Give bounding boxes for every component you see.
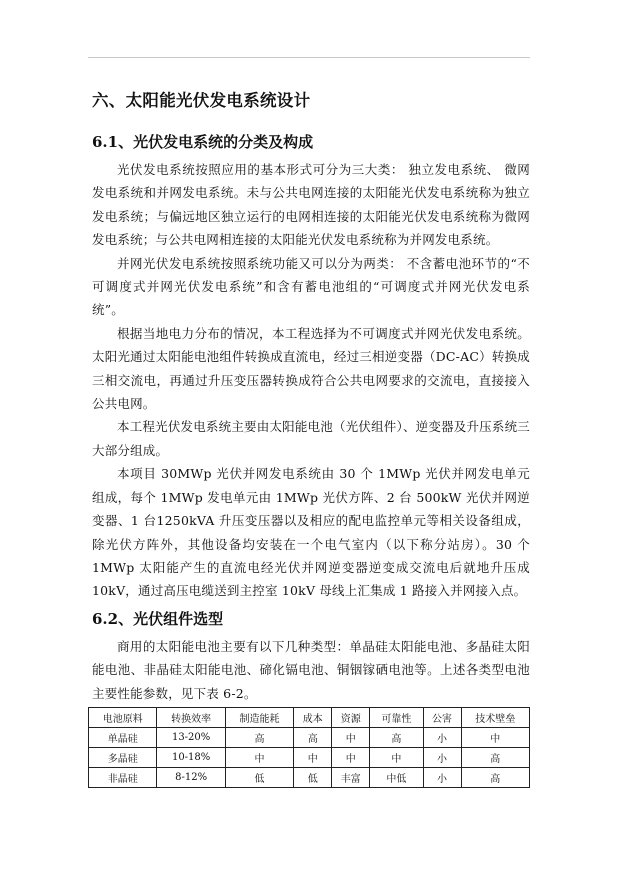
table-cell: 10-18% [157,747,225,767]
table-cell: 中 [332,727,370,747]
table-cell: 小 [423,747,461,767]
document-body [92,88,530,788]
table-cell: 高 [294,727,332,747]
table-cell: 中 [225,747,293,767]
table-cell: 中 [332,747,370,767]
table-cell: 13-20% [157,727,225,747]
table-cell: 高 [461,747,529,767]
table-header-cell: 成本 [294,707,332,727]
paragraph-project-scale: 本项目 30MWp 光伏并网发电系统由 30 个 1MWp 光伏并网发电单元组成，每个 1MWp 发电单元由 1MWp 光伏方阵、2 台 500kW 光伏并网逆变器、1 台1250kVA 升压变压器以及相应的配电监控单元等相关设备组成，除光伏方阵外，其他设备均安装在一个电气室内（以下称分站房）。30 个 1MWp 太阳能产生的直流电经光伏并网逆变器逆变成交流电后就地升压成 10kV，通过高压电缆送到主控室 10kV 母线上汇集成 1 路接入并网接入点。 [92,466,530,599]
table-cell: 低 [294,767,332,787]
header-rule [88,57,530,58]
paragraph-grid-types: 并网光伏发电系统按照系统功能又可以分为两类： 不含蓄电池环节的“不可调度式并网光伏发电系统”和含有蓄电池组的“可调度式并网光伏发电系统”。 [92,255,530,318]
table-cell: 高 [370,727,423,747]
table-header-cell: 资源 [332,707,370,727]
table-cell: 高 [461,767,529,787]
table-header-cell: 电池原料 [89,707,157,727]
table-cell: 小 [423,727,461,747]
table-cell: 单晶硅 [89,727,157,747]
table-cell: 高 [225,727,293,747]
table-cell: 多晶硅 [89,747,157,767]
table-cell: 中低 [370,767,423,787]
table-cell: 非晶硅 [89,767,157,787]
table-row [89,767,530,787]
paragraph-system-composition: 本工程光伏发电系统主要由太阳能电池（光伏组件）、逆变器及升压系统三大部分组成。 [92,419,530,458]
table-cell: 低 [225,767,293,787]
chapter-title: 六、太阳能光伏发电系统设计 [92,91,311,110]
table-cell: 小 [423,767,461,787]
table-header-cell: 公害 [423,707,461,727]
section-6-1-title: 6.1、光伏发电系统的分类及构成 [92,133,314,151]
paragraph-system-types: 光伏发电系统按照应用的基本形式可分为三大类： 独立发电系统、 微网发电系统和并网发电系统。未与公共电网连接的太阳能光伏发电系统称为独立发电系统；与偏远地区独立运行的电网相连接的太阳能光伏发电系统称为微网发电系统；与公共电网相连接的太阳能光伏发电系统称为并网发电系统。 [92,162,530,248]
cell-performance-table [88,707,530,788]
paragraph-cell-types: 商用的太阳能电池主要有以下几种类型：单晶硅太阳能电池、多晶硅太阳能电池、非晶硅太阳能电池、碲化镉电池、铜铟镓硒电池等。上述各类型电池主要性能参数，见下表 6-2。 [92,638,530,701]
table-header-cell: 制造能耗 [225,707,293,727]
table-header-cell: 转换效率 [157,707,225,727]
table-cell: 中 [294,747,332,767]
table-cell: 8-12% [157,767,225,787]
table-header-row [89,707,530,727]
section-6-2-title: 6.2、光伏组件选型 [92,609,224,628]
paragraph-project-choice: 根据当地电力分布的情况，本工程选择为不可调度式并网光伏发电系统。太阳光通过太阳能电池组件转换成直流电，经过三相逆变器（DC-AC）转换成三相交流电，再通过升压变压器转换成符合公共电网要求的交流电，直接接入公共电网。 [92,325,530,412]
table-cell: 中 [461,727,529,747]
table-header-cell: 可靠性 [370,707,423,727]
table-row [89,727,530,747]
table-row [89,747,530,767]
table-cell: 丰富 [332,767,370,787]
table-header-cell: 技术壁垒 [461,707,529,727]
table-cell: 中 [370,747,423,767]
